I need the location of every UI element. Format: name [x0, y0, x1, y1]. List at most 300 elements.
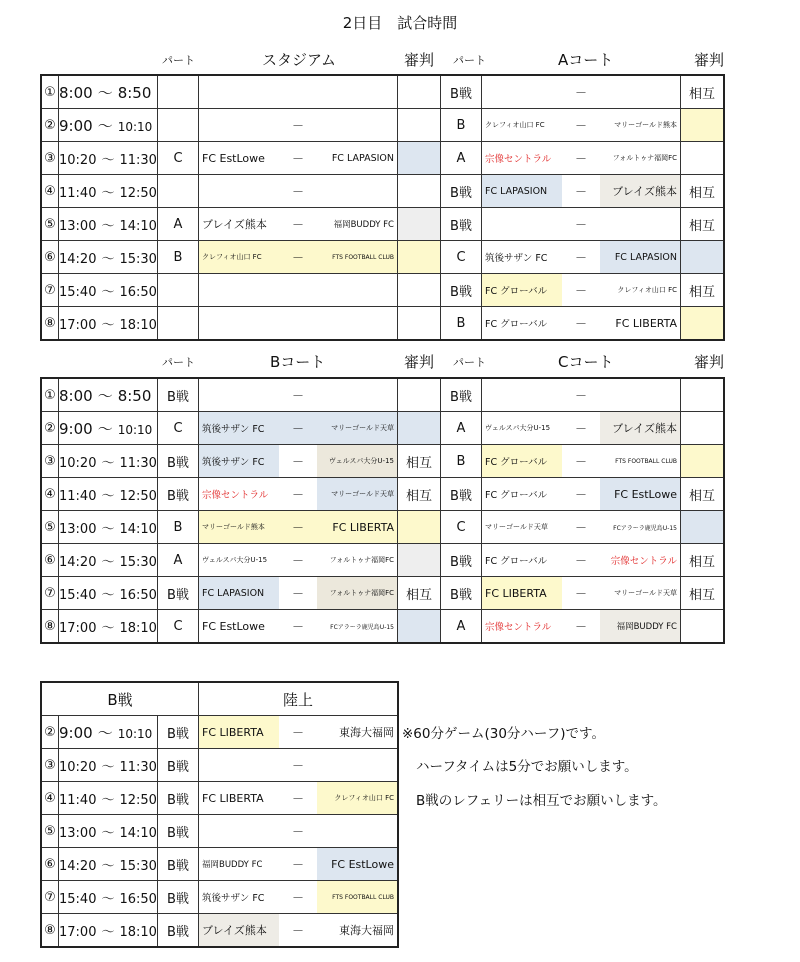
- vs-dash: －: [574, 316, 587, 331]
- time-separator: ～: [101, 488, 115, 504]
- ref-cell: [398, 610, 441, 644]
- part-cell: B戦: [158, 848, 199, 881]
- time-start: 17:00: [59, 620, 97, 636]
- vs-dash: －: [291, 553, 304, 568]
- team-label: ブレイズ熊本: [612, 185, 677, 198]
- team-name: [482, 610, 562, 642]
- time-end: 12:50: [119, 488, 157, 504]
- table-row: [41, 208, 724, 241]
- court-a-header: Aコート: [558, 51, 614, 69]
- time-separator: ～: [97, 419, 113, 438]
- team-label: FTS FOOTBALL CLUB: [615, 457, 677, 465]
- team-name: [199, 577, 279, 609]
- time-start: 15:40: [59, 587, 97, 603]
- part-cell: [158, 307, 199, 341]
- ref-cell: 相互: [681, 577, 725, 610]
- part-cell: B戦: [441, 577, 482, 610]
- match-cell: [482, 511, 681, 544]
- match-cell: [482, 544, 681, 577]
- part-cell: B戦: [158, 716, 199, 749]
- table-row: [41, 445, 724, 478]
- time-start: 10:20: [59, 152, 97, 168]
- team-name: [199, 544, 279, 576]
- match-cell: [482, 577, 681, 610]
- schedule-table-bsen-rikujou: [40, 681, 399, 948]
- part-header: パート: [453, 356, 486, 369]
- table-row: [41, 274, 724, 307]
- time-start: 10:20: [59, 455, 97, 471]
- table-row: [41, 749, 398, 782]
- team-label: FC EstLowe: [202, 151, 265, 165]
- ref-cell: [398, 208, 441, 241]
- time-range: [59, 848, 158, 881]
- vs-dash: －: [291, 454, 304, 469]
- match-cell: [482, 241, 681, 274]
- match-cell: [199, 544, 398, 577]
- team-name: [600, 577, 680, 609]
- team-name: [199, 848, 279, 880]
- ref-cell: 相互: [681, 274, 725, 307]
- slot-number: ④: [41, 782, 59, 815]
- team-name: [482, 412, 562, 444]
- time-start: 9:00: [59, 723, 93, 742]
- team-name: [199, 881, 279, 913]
- ref-cell: [681, 511, 725, 544]
- time-end: 10:10: [117, 726, 153, 741]
- team-label: FC LIBERTA: [485, 586, 547, 600]
- team-label: マリーゴールド天草: [331, 490, 394, 498]
- team-label: ブレイズ熊本: [612, 422, 677, 435]
- team-name: [317, 782, 397, 814]
- time-start: 11:40: [59, 792, 97, 808]
- ref-cell: 相互: [681, 175, 725, 208]
- vs-dash: －: [291, 217, 304, 232]
- table-row: [41, 610, 724, 644]
- time-range: [59, 881, 158, 914]
- team-label: クレフィオ山口 FC: [334, 794, 394, 802]
- team-label: 福岡BUDDY FC: [202, 860, 263, 870]
- team-label: FC EstLowe: [614, 487, 677, 501]
- time-start: 10:20: [59, 759, 97, 775]
- ref-cell: [398, 274, 441, 307]
- time-separator: ～: [101, 218, 115, 234]
- ref-cell: 相互: [398, 445, 441, 478]
- team-name: [482, 577, 562, 609]
- ref-cell: [681, 142, 725, 175]
- part-cell: B: [441, 307, 482, 341]
- team-name: [600, 307, 680, 339]
- time-end: 11:30: [119, 455, 157, 471]
- vs-dash: －: [291, 725, 304, 740]
- team-label: マリーゴールド熊本: [202, 523, 265, 531]
- time-end: 8:50: [117, 83, 152, 102]
- ref-cell: 相互: [681, 544, 725, 577]
- time-end: 11:30: [119, 759, 157, 775]
- time-start: 9:00: [59, 419, 93, 438]
- team-label: 宗像セントラル: [202, 490, 269, 501]
- match-cell: [199, 412, 398, 445]
- part-cell: A: [441, 610, 482, 644]
- part-cell: B戦: [441, 208, 482, 241]
- team-name: [317, 241, 397, 273]
- match-cell: [199, 142, 398, 175]
- ref-cell: [681, 412, 725, 445]
- stadium-header: スタジアム: [262, 51, 336, 69]
- ref-header: 審判: [694, 51, 725, 69]
- team-name: [317, 848, 397, 880]
- team-label: 東海大福岡: [339, 726, 394, 739]
- ref-cell: [398, 175, 441, 208]
- ref-cell: [681, 610, 725, 644]
- time-end: 14:10: [119, 521, 157, 537]
- match-cell: [199, 815, 399, 848]
- time-range: [59, 716, 158, 749]
- part-cell: B: [441, 445, 482, 478]
- part-cell: B戦: [158, 445, 199, 478]
- time-start: 14:20: [59, 251, 97, 267]
- time-separator: ～: [101, 620, 115, 636]
- page-title: 2日目 試合時間: [342, 14, 458, 32]
- time-start: 8:00: [59, 83, 93, 102]
- team-name: [199, 412, 279, 444]
- ref-cell: [681, 445, 725, 478]
- slot-number: ④: [41, 478, 59, 511]
- time-separator: ～: [101, 317, 115, 333]
- team-name: [317, 716, 397, 748]
- team-name: [199, 142, 279, 174]
- time-separator: ～: [101, 858, 115, 874]
- part-cell: B戦: [441, 75, 482, 109]
- match-cell: [482, 274, 681, 307]
- table-row: [41, 577, 724, 610]
- time-separator: ～: [101, 152, 115, 168]
- team-name: [317, 881, 397, 913]
- team-label: 福岡BUDDY FC: [616, 622, 677, 632]
- time-separator: ～: [97, 116, 113, 135]
- vs-dash: －: [291, 890, 304, 905]
- table-row: [41, 478, 724, 511]
- match-cell: [482, 307, 681, 341]
- team-name: [600, 241, 680, 273]
- team-label: ブレイズ熊本: [202, 218, 267, 231]
- slot-number: ⑤: [41, 511, 59, 544]
- time-range: [59, 274, 158, 307]
- table-row: [41, 109, 724, 142]
- time-start: 11:40: [59, 488, 97, 504]
- team-label: 筑後サザン FC: [485, 253, 548, 264]
- time-separator: ～: [101, 924, 115, 940]
- slot-number: ⑧: [41, 610, 59, 644]
- table-row: [41, 782, 398, 815]
- vs-dash: －: [291, 758, 304, 773]
- note-3: B戦のレフェリーは相互でお願いします。: [416, 793, 667, 809]
- ref-cell: [398, 378, 441, 412]
- vs-dash: －: [574, 487, 587, 502]
- team-name: [600, 142, 680, 174]
- vs-dash: －: [291, 791, 304, 806]
- time-range: [59, 175, 158, 208]
- team-name: [199, 478, 279, 510]
- team-label: FC LIBERTA: [202, 725, 264, 739]
- team-name: [317, 511, 397, 543]
- table-row: [41, 815, 398, 848]
- time-end: 16:50: [119, 891, 157, 907]
- team-name: [600, 175, 680, 207]
- part-cell: A: [158, 544, 199, 577]
- ref-header: 審判: [404, 353, 435, 371]
- vs-dash: －: [574, 520, 587, 535]
- team-name: [199, 511, 279, 543]
- ref-cell: 相互: [681, 208, 725, 241]
- time-range: [59, 815, 158, 848]
- team-label: FCアラーラ鹿児島U-15: [613, 524, 677, 532]
- match-cell: [199, 577, 398, 610]
- part-cell: C: [158, 610, 199, 644]
- part-cell: B: [158, 511, 199, 544]
- vs-dash: －: [291, 487, 304, 502]
- time-end: 12:50: [119, 792, 157, 808]
- time-range: [59, 75, 158, 109]
- team-label: フォルトゥナ福岡FC: [329, 589, 394, 597]
- match-cell: [199, 109, 398, 142]
- match-cell: [199, 881, 399, 914]
- part-header: パート: [453, 54, 486, 67]
- time-range: [59, 378, 158, 412]
- part-cell: B: [158, 241, 199, 274]
- slot-number: ⑥: [41, 848, 59, 881]
- vs-dash: －: [574, 118, 587, 133]
- match-cell: [199, 445, 398, 478]
- vs-dash: －: [291, 586, 304, 601]
- team-name: [482, 109, 562, 141]
- team-name: [482, 274, 562, 306]
- time-separator: ～: [101, 891, 115, 907]
- vs-dash: －: [574, 85, 587, 100]
- table-row: [41, 412, 724, 445]
- slot-number: ⑤: [41, 815, 59, 848]
- vs-dash: －: [291, 421, 304, 436]
- part-cell: B戦: [441, 478, 482, 511]
- vs-dash: －: [574, 283, 587, 298]
- time-separator: ～: [101, 554, 115, 570]
- part-cell: B戦: [158, 577, 199, 610]
- time-start: 15:40: [59, 284, 97, 300]
- slot-number: ⑦: [41, 577, 59, 610]
- part-cell: [158, 274, 199, 307]
- part-cell: C: [441, 511, 482, 544]
- team-label: FC LAPASION: [485, 185, 548, 197]
- time-end: 10:10: [117, 422, 153, 437]
- time-range: [59, 511, 158, 544]
- match-cell: [482, 175, 681, 208]
- part-cell: A: [441, 412, 482, 445]
- vs-dash: －: [574, 217, 587, 232]
- note-2: ハーフタイムは5分でお願いします。: [416, 759, 638, 775]
- team-label: FC LIBERTA: [202, 791, 264, 805]
- vs-dash: －: [291, 824, 304, 839]
- part-cell: B戦: [158, 378, 199, 412]
- part-cell: B戦: [158, 749, 199, 782]
- table-row: [41, 848, 398, 881]
- part-cell: B戦: [158, 881, 199, 914]
- team-label: FC LAPASION: [202, 587, 265, 599]
- time-range: [59, 307, 158, 341]
- slot-number: ⑧: [41, 914, 59, 948]
- match-cell: [482, 610, 681, 644]
- time-separator: ～: [101, 251, 115, 267]
- team-name: [600, 478, 680, 510]
- ref-cell: 相互: [398, 478, 441, 511]
- team-name: [199, 782, 279, 814]
- time-end: 14:10: [119, 218, 157, 234]
- time-end: 15:30: [119, 554, 157, 570]
- time-start: 17:00: [59, 924, 97, 940]
- team-label: FC LAPASION: [331, 152, 394, 164]
- time-separator: ～: [101, 284, 115, 300]
- time-end: 16:50: [119, 284, 157, 300]
- table-row: [41, 914, 398, 948]
- team-name: [199, 445, 279, 477]
- time-range: [59, 782, 158, 815]
- team-label: 福岡BUDDY FC: [333, 220, 394, 230]
- ref-cell: [398, 109, 441, 142]
- team-name: [317, 412, 397, 444]
- time-range: [59, 749, 158, 782]
- time-end: 11:30: [119, 152, 157, 168]
- team-label: 筑後サザン FC: [202, 424, 265, 435]
- court-c-header: Cコート: [558, 353, 614, 371]
- match-cell: [482, 445, 681, 478]
- time-end: 18:10: [119, 620, 157, 636]
- match-cell: [199, 511, 398, 544]
- team-name: [199, 716, 279, 748]
- time-end: 15:30: [119, 858, 157, 874]
- team-name: [482, 241, 562, 273]
- rikujou-header: 陸上: [199, 682, 399, 716]
- vs-dash: －: [574, 586, 587, 601]
- time-start: 9:00: [59, 116, 93, 135]
- match-cell: [482, 378, 681, 412]
- vs-dash: －: [291, 118, 304, 133]
- team-label: FTS FOOTBALL CLUB: [332, 893, 394, 901]
- table-row: [41, 716, 398, 749]
- part-cell: C: [441, 241, 482, 274]
- part-cell: B戦: [158, 782, 199, 815]
- team-name: [600, 544, 680, 576]
- team-name: [317, 142, 397, 174]
- schedule-table-b-c: [40, 377, 725, 644]
- ref-cell: [681, 378, 725, 412]
- team-label: FC EstLowe: [331, 857, 394, 871]
- vs-dash: －: [574, 553, 587, 568]
- part-cell: B戦: [441, 175, 482, 208]
- team-name: [317, 577, 397, 609]
- team-label: FC LIBERTA: [332, 520, 394, 534]
- team-name: [317, 208, 397, 240]
- time-separator: ～: [101, 759, 115, 775]
- vs-dash: －: [291, 520, 304, 535]
- team-label: マリーゴールド熊本: [614, 121, 677, 129]
- table-row: [41, 378, 724, 412]
- match-cell: [199, 716, 399, 749]
- time-start: 15:40: [59, 891, 97, 907]
- match-cell: [199, 848, 399, 881]
- team-label: マリーゴールド天草: [614, 589, 677, 597]
- team-name: [482, 511, 562, 543]
- slot-number: ⑧: [41, 307, 59, 341]
- part-cell: [158, 109, 199, 142]
- time-start: 14:20: [59, 554, 97, 570]
- slot-number: ③: [41, 749, 59, 782]
- table-row: [41, 544, 724, 577]
- note-1: ※60分ゲーム(30分ハーフ)です。: [402, 726, 605, 742]
- time-start: 13:00: [59, 825, 97, 841]
- team-label: 筑後サザン FC: [202, 457, 265, 468]
- table-row: [41, 142, 724, 175]
- time-range: [59, 445, 158, 478]
- slot-number: ②: [41, 412, 59, 445]
- slot-number: ③: [41, 445, 59, 478]
- match-cell: [482, 208, 681, 241]
- time-separator: ～: [101, 792, 115, 808]
- match-cell: [199, 478, 398, 511]
- time-end: 18:10: [119, 317, 157, 333]
- ref-header: 審判: [404, 51, 435, 69]
- team-name: [317, 478, 397, 510]
- time-range: [59, 208, 158, 241]
- team-name: [482, 544, 562, 576]
- team-name: [199, 610, 279, 642]
- team-label: FC LAPASION: [614, 251, 677, 263]
- match-cell: [199, 610, 398, 644]
- ref-cell: [398, 307, 441, 341]
- part-cell: A: [158, 208, 199, 241]
- bsen-header: B戦: [41, 682, 199, 716]
- slot-number: ①: [41, 378, 59, 412]
- team-label: FC LIBERTA: [615, 316, 677, 330]
- team-label: ヴェルスパ大分U-15: [202, 556, 268, 564]
- team-name: [600, 445, 680, 477]
- slot-number: ②: [41, 716, 59, 749]
- team-name: [317, 914, 397, 946]
- ref-cell: 相互: [681, 75, 725, 109]
- team-name: [600, 109, 680, 141]
- part-header: パート: [162, 54, 195, 67]
- part-header: パート: [162, 356, 195, 369]
- team-name: [482, 142, 562, 174]
- time-range: [59, 241, 158, 274]
- team-label: フォルトゥナ福岡FC: [329, 556, 394, 564]
- ref-cell: [398, 241, 441, 274]
- team-label: クレフィオ山口 FC: [202, 253, 262, 261]
- match-cell: [482, 412, 681, 445]
- team-label: FC グローバル: [485, 319, 548, 330]
- slot-number: ⑦: [41, 274, 59, 307]
- match-cell: [199, 208, 398, 241]
- team-label: FCアラーラ鹿児島U-15: [330, 623, 394, 631]
- vs-dash: －: [291, 250, 304, 265]
- vs-dash: －: [574, 454, 587, 469]
- team-name: [482, 445, 562, 477]
- team-label: 宗像セントラル: [485, 622, 552, 633]
- match-cell: [199, 274, 398, 307]
- court-b-header: Bコート: [270, 353, 326, 371]
- vs-dash: －: [574, 151, 587, 166]
- part-cell: B戦: [158, 914, 199, 948]
- match-cell: [199, 914, 399, 948]
- team-label: 宗像セントラル: [610, 556, 677, 567]
- time-end: 12:50: [119, 185, 157, 201]
